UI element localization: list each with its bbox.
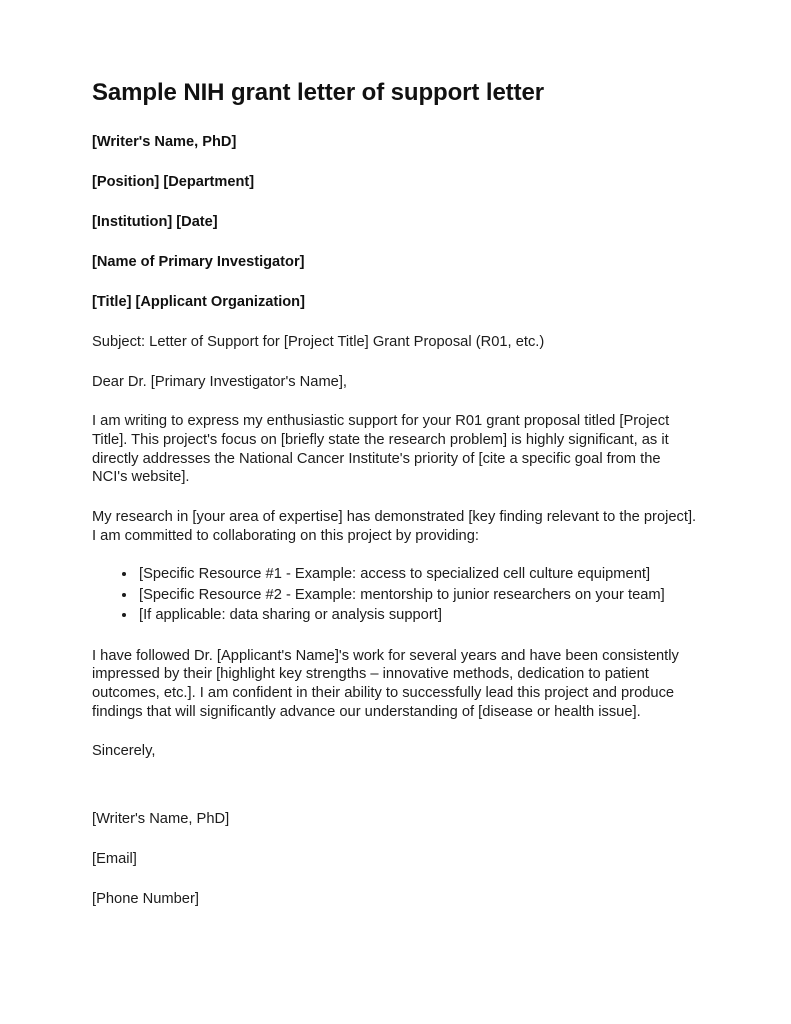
bullet-dot-icon [122, 572, 126, 576]
header-line-writer-name: [Writer's Name, PhD] [92, 134, 237, 151]
list-item-label: [Specific Resource #2 - Example: mentorship to junior researchers on your team] [139, 586, 665, 603]
header-line-position-department: [Position] [Department] [92, 174, 255, 191]
body-paragraph-1: I am writing to express my enthusiastic support for your R01 grant proposal titled [Project Title]. This project's focus on [briefly state the research problem] is highly significant, as it directly addresses the National Cancer Institute's priority of [cite a specific goal from the NCI's website]. [92, 413, 670, 486]
list-item [92, 586, 699, 605]
resource-bullet-list [92, 565, 699, 625]
signature-name: [Writer's Name, PhD] [92, 811, 230, 828]
list-item [92, 565, 699, 584]
list-item [92, 606, 699, 625]
salutation: Dear Dr. [Primary Investigator's Name], [92, 373, 348, 390]
list-item-label: [If applicable: data sharing or analysis support] [139, 607, 442, 624]
header-line-primary-investigator: [Name of Primary Investigator] [92, 254, 305, 271]
header-line-title-organization: [Title] [Applicant Organization] [92, 294, 305, 311]
page-title: Sample NIH grant letter of support letter [92, 79, 544, 106]
bullet-dot-icon [122, 613, 126, 617]
closing-salutation: Sincerely, [92, 743, 156, 760]
body-paragraph-3: I have followed Dr. [Applicant's Name]'s work for several years and have been consistently impressed by their [highlight key strengths – innovative methods, dedication to patient outcomes, etc.]. I am confident in their ability to successfully lead this project and produce findings that will significantly advance our understanding of [disease or health issue]. [92, 647, 679, 720]
signature-gap [92, 782, 699, 810]
subject-line: Subject: Letter of Support for [Project Title] Grant Proposal (R01, etc.) [92, 334, 545, 351]
list-item-label: [Specific Resource #1 - Example: access to specialized cell culture equipment] [139, 566, 651, 583]
body-paragraph-2: My research in [your area of expertise] has demonstrated [key finding relevant to the project]. I am committed to collaborating on this project by providing: [92, 509, 697, 544]
signature-phone: [Phone Number] [92, 891, 199, 908]
header-line-institution-date: [Institution] [Date] [92, 214, 218, 231]
signature-email: [Email] [92, 851, 137, 868]
bullet-dot-icon [122, 593, 126, 597]
